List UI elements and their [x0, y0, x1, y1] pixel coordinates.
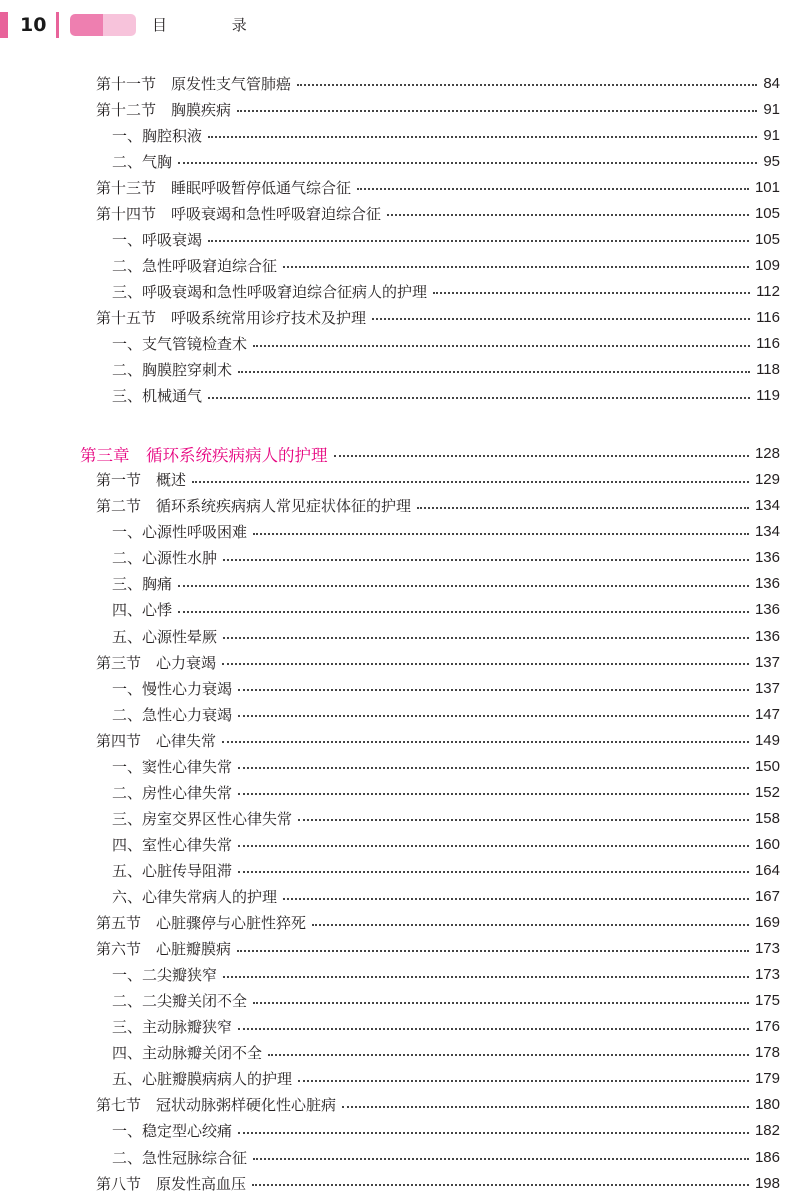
toc-page-number: 198 — [754, 1174, 780, 1192]
toc-page-number: 173 — [754, 966, 780, 984]
toc-entry-label: 一、慢性心力衰竭 — [112, 679, 233, 698]
toc-entry-label: 四、心悸 — [112, 601, 173, 620]
toc-page-number: 91 — [763, 100, 780, 118]
toc-page-number: 186 — [754, 1148, 780, 1166]
toc-item-row[interactable] — [0, 962, 800, 988]
toc-item-row[interactable] — [0, 278, 800, 304]
toc-page-number: 149 — [754, 731, 780, 749]
dot-leader — [208, 136, 757, 138]
toc-entry-label: 三、房室交界区性心律失常 — [112, 809, 293, 828]
dot-leader — [238, 371, 750, 373]
toc-page-number: 164 — [754, 861, 780, 879]
toc-section-row[interactable] — [0, 70, 800, 96]
dot-leader — [238, 689, 749, 691]
toc-entry-label: 二、气胸 — [112, 152, 173, 171]
toc-entry-label: 第三节 心力衰竭 — [96, 653, 217, 672]
toc-entry-label: 二、胸膜腔穿刺术 — [112, 361, 233, 380]
toc-section-row[interactable] — [0, 467, 800, 493]
toc-section-row[interactable] — [0, 96, 800, 122]
toc-page-number: 116 — [756, 308, 780, 326]
toc-entry-label: 一、窦性心律失常 — [112, 757, 233, 776]
dot-leader — [297, 84, 757, 86]
toc-page-number: 105 — [754, 204, 780, 222]
toc-entry-label: 一、支气管镜检查术 — [112, 335, 248, 353]
dot-leader — [238, 767, 749, 769]
toc-page-number: 91 — [763, 126, 780, 144]
toc-entry-label: 一、二尖瓣狭窄 — [112, 966, 218, 985]
dot-leader — [298, 1080, 749, 1082]
toc-item-row[interactable] — [0, 1118, 800, 1144]
dot-leader — [283, 266, 749, 268]
dot-leader — [222, 741, 749, 743]
toc-page-number: 109 — [754, 256, 780, 274]
dot-leader — [283, 898, 749, 900]
toc-entry-label: 三、机械通气 — [112, 387, 203, 406]
toc-item-row[interactable] — [0, 148, 800, 174]
toc-entry-label: 第四节 心律失常 — [96, 731, 217, 750]
toc-entry-label: 二、心源性水肿 — [112, 549, 218, 568]
toc-entry-label: 三、胸痛 — [112, 575, 173, 594]
toc-entry-label: 第三章 循环系统疾病病人的护理 — [80, 445, 328, 465]
toc-item-row[interactable] — [0, 519, 800, 545]
toc-page-number: 175 — [754, 992, 780, 1010]
toc-section-row[interactable] — [0, 936, 800, 962]
toc-page-number: 101 — [754, 178, 780, 196]
toc-item-row[interactable] — [0, 1040, 800, 1066]
dot-leader — [223, 976, 749, 978]
toc-entry-label: 一、胸腔积液 — [112, 126, 203, 145]
dot-leader — [312, 924, 749, 926]
dot-leader — [253, 533, 749, 535]
toc-page-number: 178 — [754, 1044, 780, 1062]
toc-item-row[interactable] — [0, 805, 800, 831]
toc-page-number: 160 — [754, 835, 780, 853]
dot-leader — [237, 950, 749, 952]
dot-leader — [238, 715, 749, 717]
toc-page-number: 95 — [763, 152, 780, 170]
toc-item-row[interactable] — [0, 857, 800, 883]
toc-entry-label: 一、稳定型心绞痛 — [112, 1122, 233, 1141]
toc-item-row[interactable] — [0, 597, 800, 623]
toc-item-row[interactable] — [0, 545, 800, 571]
toc-item-row[interactable] — [0, 779, 800, 805]
toc-entry-label: 一、呼吸衰竭 — [112, 230, 203, 249]
toc-page-number: 136 — [754, 627, 780, 645]
toc-page-number: 129 — [754, 471, 780, 489]
toc-page-number: 137 — [754, 679, 780, 697]
toc-item-row[interactable] — [0, 884, 800, 910]
toc-page-number: 105 — [754, 230, 780, 248]
toc-page-number: 137 — [754, 653, 780, 671]
dot-leader — [178, 585, 749, 587]
toc-page-number: 84 — [763, 74, 780, 92]
toc-page-number: 147 — [754, 705, 780, 723]
toc-entry-label: 六、心律失常病人的护理 — [112, 888, 278, 906]
toc-item-row[interactable] — [0, 226, 800, 252]
toc-entry-label: 第二节 循环系统疾病病人常见症状体征的护理 — [96, 497, 412, 516]
dot-leader — [417, 507, 749, 509]
dot-leader — [237, 110, 757, 112]
dot-leader — [238, 793, 749, 795]
toc-entry-label: 三、主动脉瓣狭窄 — [112, 1018, 233, 1037]
dot-leader — [334, 455, 749, 457]
toc-entry-label: 三、呼吸衰竭和急性呼吸窘迫综合征病人的护理 — [112, 282, 428, 301]
toc-page-number: 116 — [756, 335, 780, 352]
toc-item-row[interactable] — [0, 831, 800, 857]
toc-page-number: 180 — [754, 1096, 780, 1114]
toc-item-row[interactable] — [0, 357, 800, 383]
dot-leader — [253, 1002, 749, 1004]
toc-item-row[interactable] — [0, 571, 800, 597]
page-title: 目 录 — [152, 16, 277, 34]
toc-section-row[interactable] — [0, 727, 800, 753]
toc-item-row[interactable] — [0, 1144, 800, 1170]
toc-page-number: 150 — [754, 757, 780, 775]
toc-entry-label: 四、主动脉瓣关闭不全 — [112, 1044, 263, 1063]
dot-leader — [253, 345, 750, 347]
toc-page-number: 179 — [754, 1070, 780, 1088]
toc-entry-label: 四、室性心律失常 — [112, 835, 233, 854]
dot-leader — [178, 162, 757, 164]
toc-page-number: 167 — [754, 888, 780, 905]
header-decoration-pill — [70, 14, 136, 36]
toc-section-row[interactable] — [0, 1170, 800, 1196]
toc-entry-label: 二、急性呼吸窘迫综合征 — [112, 256, 278, 275]
toc-page-number: 152 — [754, 783, 780, 801]
toc-section-row[interactable] — [0, 493, 800, 519]
toc-section-row[interactable] — [0, 910, 800, 936]
dot-leader — [223, 637, 749, 639]
toc-page-number: 134 — [754, 497, 780, 515]
toc-page-number: 118 — [756, 361, 780, 379]
toc-item-row[interactable] — [0, 701, 800, 727]
toc-entry-label: 二、急性心力衰竭 — [112, 705, 233, 724]
toc-item-row[interactable] — [0, 252, 800, 278]
toc-page-number: 136 — [754, 549, 780, 567]
toc-item-row[interactable] — [0, 675, 800, 701]
toc-entry-label: 第八节 原发性高血压 — [96, 1174, 247, 1193]
toc-section-row[interactable] — [0, 174, 800, 200]
toc-section-row[interactable] — [0, 649, 800, 675]
dot-leader — [252, 1184, 749, 1186]
toc-entry-label: 五、心脏瓣膜病病人的护理 — [112, 1070, 293, 1089]
dot-leader — [192, 481, 749, 483]
toc-entry-label: 一、心源性呼吸困难 — [112, 523, 248, 542]
dot-leader — [238, 1028, 749, 1030]
toc-chapter-row[interactable] — [0, 441, 800, 467]
dot-leader — [372, 318, 750, 320]
toc-section-row[interactable] — [0, 1092, 800, 1118]
toc-entry-label: 第十五节 呼吸系统常用诊疗技术及护理 — [96, 308, 367, 327]
toc-item-row[interactable] — [0, 383, 800, 409]
page-number: 10 — [20, 14, 47, 36]
toc-page-number: 169 — [754, 914, 780, 932]
toc-entry-label: 第五节 心脏骤停与心脏性猝死 — [96, 914, 307, 933]
toc-page-number: 158 — [754, 809, 780, 827]
dot-leader — [222, 663, 749, 665]
toc-page-number: 128 — [754, 445, 780, 463]
dot-leader — [298, 819, 749, 821]
toc-item-row[interactable] — [0, 122, 800, 148]
toc-item-row[interactable] — [0, 623, 800, 649]
toc-item-row[interactable] — [0, 331, 800, 357]
dot-leader — [223, 559, 749, 561]
toc-entry-label: 第七节 冠状动脉粥样硬化性心脏病 — [96, 1096, 337, 1115]
dot-leader — [208, 240, 749, 242]
toc-page-number: 136 — [754, 575, 780, 593]
toc-section-row[interactable] — [0, 200, 800, 226]
toc-page-number: 119 — [756, 387, 780, 405]
dot-leader — [178, 611, 749, 613]
toc-section-row[interactable] — [0, 304, 800, 330]
toc-entry-label: 第十三节 睡眠呼吸暂停低通气综合征 — [96, 178, 352, 197]
dot-leader — [238, 1132, 749, 1134]
dot-leader — [253, 1158, 749, 1160]
dot-leader — [387, 214, 749, 216]
dot-leader — [238, 845, 749, 847]
toc-page-number: 112 — [756, 282, 780, 300]
toc-entry-label: 第十一节 原发性支气管肺癌 — [96, 74, 292, 93]
header-divider — [56, 12, 59, 38]
toc-entry-label: 第一节 概述 — [96, 471, 187, 490]
toc-entry-label: 二、急性冠脉综合征 — [112, 1148, 248, 1167]
toc-page-number: 136 — [754, 601, 780, 619]
page-header — [0, 0, 800, 52]
toc-page-number: 182 — [754, 1122, 780, 1140]
toc-entry-label: 第十四节 呼吸衰竭和急性呼吸窘迫综合征 — [96, 204, 382, 223]
toc-item-row[interactable] — [0, 1066, 800, 1092]
header-accent-bar — [0, 12, 8, 38]
toc-entry-label: 二、二尖瓣关闭不全 — [112, 992, 248, 1011]
toc-item-row[interactable] — [0, 988, 800, 1014]
toc-entry-label: 五、心脏传导阻滞 — [112, 861, 233, 880]
toc-item-row[interactable] — [0, 753, 800, 779]
toc-entry-label: 第十二节 胸膜疾病 — [96, 100, 232, 119]
dot-leader — [433, 292, 750, 294]
toc-page-number: 176 — [754, 1018, 780, 1036]
toc-page-number: 134 — [754, 523, 780, 541]
dot-leader — [268, 1054, 749, 1056]
toc-entry-label: 二、房性心律失常 — [112, 783, 233, 802]
dot-leader — [208, 397, 750, 399]
toc-page-number: 173 — [754, 940, 780, 958]
toc-entry-label: 五、心源性晕厥 — [112, 627, 218, 646]
toc-item-row[interactable] — [0, 1014, 800, 1040]
dot-leader — [238, 871, 749, 873]
toc-entry-label: 第六节 心脏瓣膜病 — [96, 940, 232, 959]
dot-leader — [357, 188, 749, 190]
dot-leader — [342, 1106, 749, 1108]
